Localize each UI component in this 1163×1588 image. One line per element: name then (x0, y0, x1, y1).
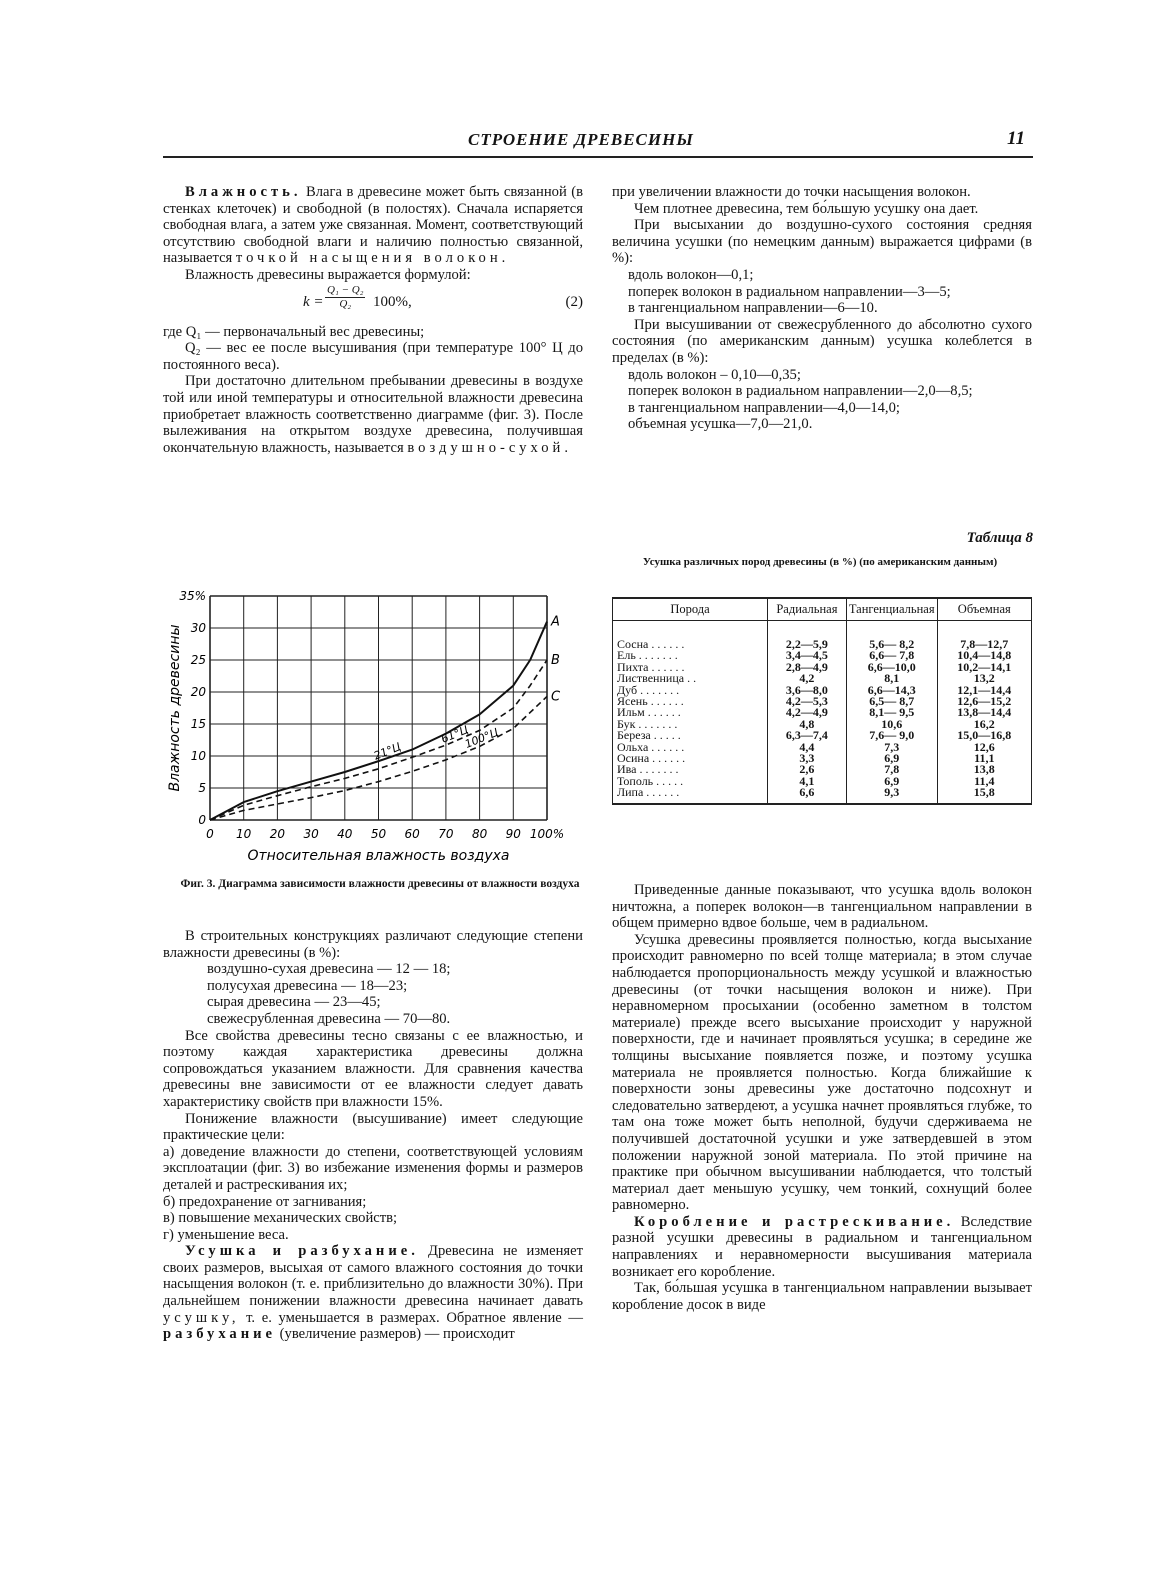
table-cell-value: 13,8—14,4 (937, 707, 1031, 718)
right-column-bottom (612, 882, 1032, 1313)
x-tick-label: 0 (206, 827, 214, 841)
table-cell-value: 4,2 (767, 673, 846, 684)
table-cell-species: Ольха . . . . . . (613, 742, 768, 753)
list-item: объемная усушка—7,0—21,0. (628, 416, 813, 433)
list-item: свежесрубленная древесина — 70—80. (207, 1010, 451, 1027)
table-row (613, 787, 1032, 803)
list-item: воздушно-сухая древесина — 12 — 18; (207, 961, 451, 978)
table-cell-value: 15,0—16,8 (937, 730, 1031, 741)
x-tick-label: 20 (269, 827, 286, 841)
table-cell-value: 8,1— 9,5 (846, 707, 937, 718)
table-cell-value: 12,6 (937, 742, 1031, 753)
table-cell-species: Липа . . . . . . (613, 787, 768, 803)
left-column-top (163, 184, 583, 456)
table-cell-value: 16,2 (937, 719, 1031, 730)
table-cell-value: 13,2 (937, 673, 1031, 684)
section-heading: Влажность. (185, 184, 302, 200)
figure-3-chart (163, 572, 593, 872)
x-tick-label: 10 (236, 827, 252, 841)
formula-numerator: Q₁ − Q₂ (327, 283, 364, 296)
term: разбухание (163, 1326, 277, 1343)
table-cell-species: Лиственница . . (613, 673, 768, 684)
series-curve-label: 61°Ц (439, 723, 471, 746)
list-item: поперек волокон в радиальном направлении—2,0—8,5; (628, 383, 973, 400)
list-item: а) доведение влажности до степени, соответствующей условиям эксплоатации (фиг. 3) во избежание изменения формы и размеров деталей и растрескивания их; (163, 1143, 583, 1193)
table-cell-value: 6,6 (767, 787, 846, 803)
y-tick-label: 20 (190, 685, 206, 699)
y-tick-label: 35% (179, 589, 206, 603)
y-tick-label: 15 (190, 717, 206, 731)
table-body (613, 621, 1032, 804)
formula-denominator: Q₂ (339, 297, 352, 310)
list-item: в) повышение механических свойств; (163, 1210, 398, 1227)
column-header: Радиальная (767, 598, 846, 621)
paragraph (163, 373, 583, 456)
paragraph (163, 184, 583, 267)
x-tick-label: 80 (471, 827, 488, 841)
y-axis-label: Влажность древесины (167, 624, 183, 792)
series-end-label: A (551, 614, 560, 630)
section-heading: Усушка и разбухание. (185, 1243, 419, 1260)
list-item: в тангенциальном направлении—6—10. (628, 300, 878, 317)
table-cell-value: 3,3 (767, 753, 846, 764)
table-cell-value: 12,6—15,2 (937, 696, 1031, 707)
paragraph: Q₂ — вес ее после высушивания (при температуре 100° Ц до постоянного веса). (163, 340, 583, 373)
list-item: б) предохранение от загнивания; (163, 1193, 367, 1210)
table-cell-species: Дуб . . . . . . . (613, 685, 768, 696)
list-item: поперек волокон в радиальном направлении—3—5; (628, 283, 951, 300)
list-item: сырая древесина — 23—45; (207, 994, 381, 1011)
section-heading: Коробление и растрескивание. (634, 1213, 955, 1230)
y-tick-label: 5 (198, 781, 206, 795)
table-cell-value: 6,5— 8,7 (846, 696, 937, 707)
table-cell-value: 15,8 (937, 787, 1031, 803)
table-cell-value: 4,2—5,3 (767, 696, 846, 707)
table-cell-value: 4,1 (767, 776, 846, 787)
y-tick-label: 0 (198, 813, 206, 827)
table-cell-species: Береза . . . . . (613, 730, 768, 741)
table-cell-species: Пихта . . . . . . (613, 662, 768, 673)
list-item: г) уменьшение веса. (163, 1226, 289, 1243)
paragraph-text: (увеличение размеров) — происходит (276, 1326, 515, 1343)
paragraph: Приведенные данные показывают, что усушка вдоль волокон ничтожна, а поперек волокон—в тангенциальном направлении в общем примерно вдвое больше, чем в радиальном. (612, 882, 1032, 932)
paragraph: Влажность древесины выражается формулой: (185, 266, 471, 283)
y-tick-label: 25 (190, 653, 206, 667)
paragraph: Чем плотнее древесина, тем бо́льшую усушку она дает. (634, 200, 979, 217)
series-end-label: B (551, 653, 560, 668)
column-header: Порода (613, 598, 768, 621)
table-cell-value: 5,6— 8,2 (846, 621, 937, 651)
x-tick-label: 50 (370, 827, 387, 841)
formula (163, 284, 583, 324)
x-tick-label: 40 (337, 827, 353, 841)
table-cell-value: 10,2—14,1 (937, 662, 1031, 673)
table-cell-species: Ива . . . . . . . (613, 764, 768, 775)
paragraph-text: Древесина не изменяет своих размеров, высыхая от самого влажного состояния до точки насыщения волокон (т. е. приблизительно до влажности 30%). При дальнейшем понижении влажности древесина начинает давать (163, 1243, 583, 1310)
table-caption: Усушка различных пород древесины (в %) (по американским данным) (642, 556, 998, 568)
equation-number: (2) (565, 293, 583, 310)
page-number: 11 (1007, 128, 1025, 149)
table-cell-value: 9,3 (846, 787, 937, 803)
table-cell-species: Тополь . . . . . (613, 776, 768, 787)
shrinkage-table (612, 597, 1032, 805)
series-curve-label: 21°Ц (371, 740, 403, 763)
paragraph-text: Вследствие разной усушки древесины в радиальном и тангенциальном направлениях и неравномерности высушивания материала возникает его коробление. (612, 1213, 1032, 1280)
table-cell-value: 6,6—14,3 (846, 685, 937, 696)
table-cell-species: Ясень . . . . . . (613, 696, 768, 707)
list-item: вдоль волокон – 0,10—0,35; (628, 366, 801, 383)
table-cell-value: 7,3 (846, 742, 937, 753)
right-column-top (612, 184, 1032, 433)
table-cell-value: 2,8—4,9 (767, 662, 846, 673)
list-item: полусухая древесина — 18—23; (207, 977, 408, 994)
table-cell-value: 7,8—12,7 (937, 621, 1031, 651)
formula-rhs: 100%, (373, 293, 412, 310)
paragraph-text: При достаточно длительном пребывании древесины в воздухе той или иной температуры и относительной влажности древесина приобретает влажность соответственно диаграмме (фиг. 3). После вылеживания на открытом воздухе древесина, получившая окончательную влажность, называется (163, 373, 583, 456)
table-cell-value: 11,4 (937, 776, 1031, 787)
formula-lhs: k = (303, 293, 324, 310)
x-axis-label: Относительная влажность воздуха (247, 848, 510, 864)
term: усушку, (163, 1309, 240, 1326)
table-cell-value: 4,8 (767, 719, 846, 730)
formula-fraction (325, 284, 365, 311)
x-tick-label: 70 (438, 827, 454, 841)
table-cell-species: Ильм . . . . . . (613, 707, 768, 718)
y-tick-label: 10 (190, 749, 206, 763)
table-cell-value: 6,6— 7,8 (846, 650, 937, 661)
table-cell-species: Сосна . . . . . . (613, 621, 768, 651)
list-item: в тангенциальном направлении—4,0—14,0; (628, 399, 900, 416)
term: воздушно-сухой. (407, 439, 572, 456)
chart-plot (167, 589, 564, 864)
paragraph: при увеличении влажности до точки насыщения волокон. (612, 184, 971, 200)
table-cell-value: 10,6 (846, 719, 937, 730)
paragraph-text: Влага в древесине может быть связанной (в стенках клеточек) и свободной (в полостях). Сначала испаряется свободная влага, а затем уже связанная. Момент, соответствующий отсутствию свободной влаги и наличию полностью связанной, называется (163, 184, 583, 267)
x-tick-label: 60 (404, 827, 420, 841)
paragraph-text: т. е. уменьшается в размерах. Обратное явление — (239, 1309, 583, 1326)
table-header-row (613, 598, 1032, 621)
table-cell-value: 12,1—14,4 (937, 685, 1031, 696)
paragraph: Понижение влажности (высушивание) имеет следующие практические цели: (163, 1110, 583, 1144)
x-tick-label: 30 (303, 827, 319, 841)
paragraph (612, 1214, 1032, 1280)
table-cell-value: 11,1 (937, 753, 1031, 764)
table-cell-value: 4,2—4,9 (767, 707, 846, 718)
x-tick-label: 90 (505, 827, 521, 841)
table-cell-value: 13,8 (937, 764, 1031, 775)
paragraph: Все свойства древесины тесно связаны с ее влажностью, и поэтому каждая характеристика древесины должна сопровождаться указанием влажности. Для сравнения качества древесины вне зависимости от ее влажности следует давать характеристику свойств при влажности 15%. (163, 1027, 583, 1110)
table-cell-value: 6,6—10,0 (846, 662, 937, 673)
paragraph: Так, бо́льшая усушка в тангенциальном направлении вызывает коробление досок в виде (612, 1280, 1032, 1313)
table-cell-species: Ель . . . . . . . (613, 650, 768, 661)
series-end-label: C (551, 689, 561, 705)
paragraph: В строительных конструкциях различают следующие степени влажности древесины (в %): (163, 928, 583, 961)
table-cell-value: 10,4—14,8 (937, 650, 1031, 661)
paragraph: При высушивании от свежесрубленного до абсолютно сухого состояния (по американским данным) усушка колеблется в пределах (в %): (612, 316, 1032, 366)
table-cell-value: 7,8 (846, 764, 937, 775)
list-item: вдоль волокон—0,1; (628, 266, 754, 283)
paragraph: При высыхании до воздушно-сухого состояния средняя величина усушки (по немецким данным) выражается цифрами (в %): (612, 217, 1032, 267)
column-header: Тангенциальная (846, 598, 937, 621)
paragraph: Усушка древесины проявляется полностью, когда высыхание происходит равномерно по всей толще материала; в этом случае наблюдается пропорциональность между усушкой и влажностью древесины (от точки насыщения волокон и ниже). При неравномерном просыхании (особенно заметном в толстом материале) прежде всего высыхание происходит у наружной поверхности, где и начинает проявляться усушка; в середине же толщины высыхание появляется позже, и поэтому усушка материала не проявляется полностью. Когда ближайшие к поверхности зоны древесины уже достаточно подсохнут и следовательно затвердеют, а усушка начнет проявляться глубже, то там она тоже может быть неполной, будучи сдерживаема не получившей достаточной усушки и уже затвердевшей в этом положении наружной зоной материала. По этой причине на практике при обычном высушивании наблюдается, что толстый материал дает меньшую усушку, чем тонкий, сохнущий более равномерно. (612, 931, 1032, 1214)
table-cell-species: Бук . . . . . . . (613, 719, 768, 730)
figure-caption: Фиг. 3. Диаграмма зависимости влажности древесины от влажности воздуха (180, 878, 580, 890)
table-cell-value: 6,9 (846, 776, 937, 787)
paragraph: где Q₁ — первоначальный вес древесины; (163, 323, 425, 340)
series-curve-label: 100°Ц (462, 725, 501, 751)
paragraph (163, 1243, 583, 1343)
table-cell-species: Осина . . . . . . (613, 753, 768, 764)
page-header (163, 128, 1033, 158)
table-title: Таблица 8 (966, 530, 1033, 546)
term: точкой насыщения волокон. (235, 250, 510, 267)
running-title: СТРОЕНИЕ ДРЕВЕСИНЫ (468, 130, 694, 149)
table-cell-value: 6,3—7,4 (767, 730, 846, 741)
table-cell-value: 2,6 (767, 764, 846, 775)
table-cell-value: 8,1 (846, 673, 937, 684)
y-tick-label: 30 (190, 621, 206, 635)
table-cell-value: 3,4—4,5 (767, 650, 846, 661)
table-cell-value: 7,6— 9,0 (846, 730, 937, 741)
left-column-bottom (163, 928, 583, 1343)
x-tick-label: 100% (529, 827, 565, 841)
table-cell-value: 6,9 (846, 753, 937, 764)
column-header: Объемная (937, 598, 1031, 621)
table-cell-value: 3,6—8,0 (767, 685, 846, 696)
table-cell-value: 2,2—5,9 (767, 621, 846, 651)
table-cell-value: 4,4 (767, 742, 846, 753)
table-row (613, 621, 1032, 651)
